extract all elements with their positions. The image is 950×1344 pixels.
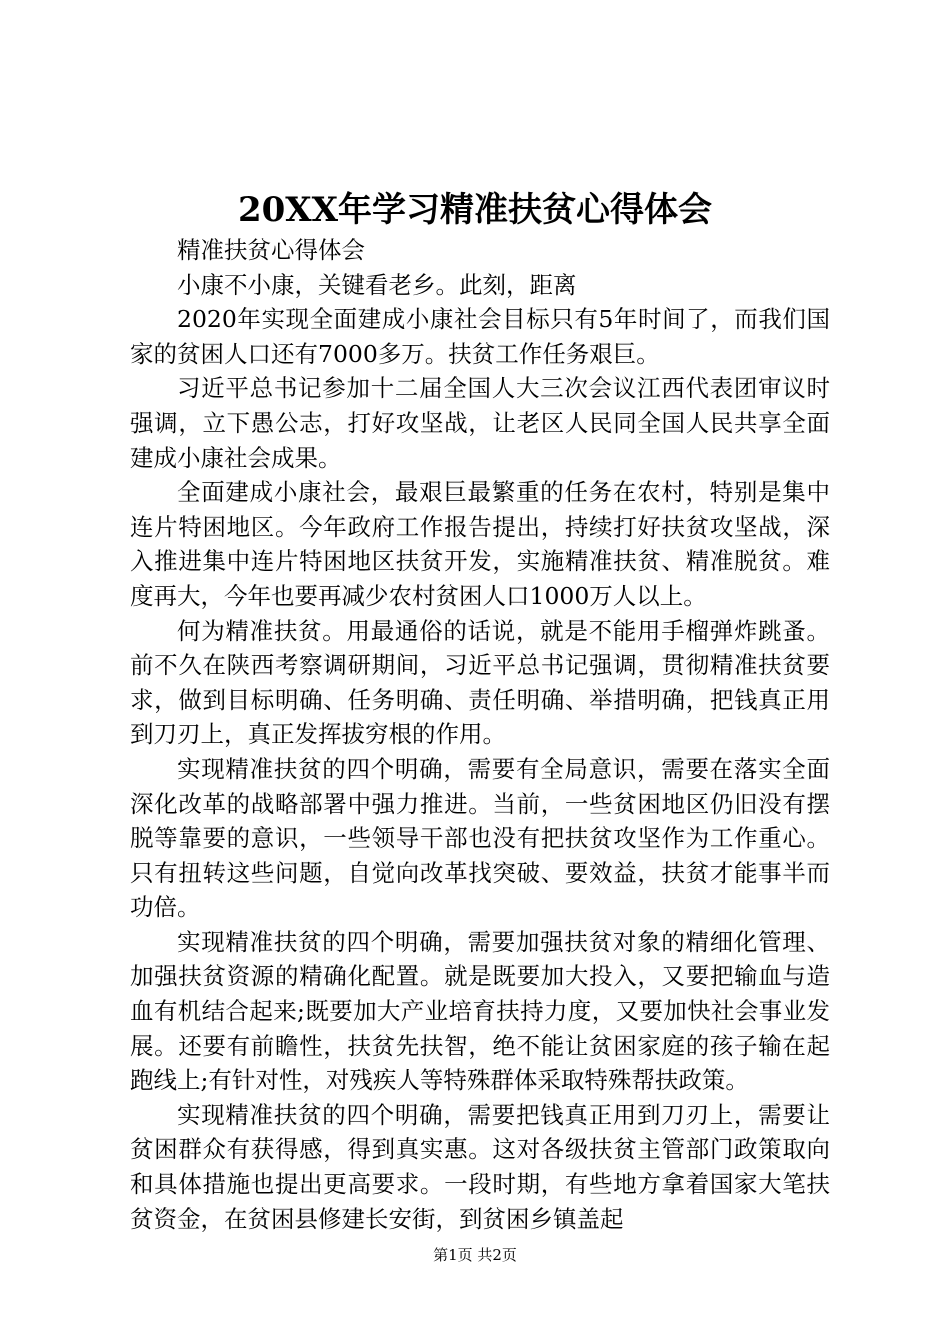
paragraph: 2020年实现全面建成小康社会目标只有5年时间了，而我们国家的贫困人口还有7000多万。扶贫工作任务艰巨。 — [130, 305, 830, 368]
document-body — [130, 233, 830, 1236]
paragraph: 实现精准扶贫的四个明确，需要加强扶贫对象的精细化管理、加强扶贫资源的精确化配置。就是既要加大投入，又要把输血与造血有机结合起来;既要加大产业培育扶持力度，又要加快社会事业发展。还要有前瞻性，扶贫先扶智，绝不能让贫困家庭的孩子输在起跑线上;有针对性，对残疾人等特殊群体采取特殊帮扶政策。 — [130, 927, 830, 1095]
paragraph: 习近平总书记参加十二届全国人大三次会议江西代表团审议时强调，立下愚公志，打好攻坚战，让老区人民同全国人民共享全面建成小康社会成果。 — [130, 374, 830, 472]
page-number-footer: 第1页 共2页 — [433, 1246, 517, 1264]
document-title: 20XX年学习精准扶贫心得体会 — [237, 190, 713, 230]
paragraph: 小康不小康，关键看老乡。此刻，距离 — [177, 270, 577, 299]
paragraph: 何为精准扶贫。用最通俗的话说，就是不能用手榴弹炸跳蚤。前不久在陕西考察调研期间，习近平总书记强调，贯彻精准扶贫要求，做到目标明确、任务明确、责任明确、举措明确，把钱真正用到刀刃上，真正发挥拔穷根的作用。 — [130, 616, 830, 749]
paragraph: 精准扶贫心得体会 — [177, 236, 365, 264]
paragraph: 实现精准扶贫的四个明确，需要有全局意识，需要在落实全面深化改革的战略部署中强力推进。当前，一些贫困地区仍旧没有摆脱等靠要的意识，一些领导干部也没有把扶贫攻坚作为工作重心。只有扭转这些问题，自觉向改革找突破、要效益，扶贫才能事半而功倍。 — [130, 754, 830, 922]
paragraph: 全面建成小康社会，最艰巨最繁重的任务在农村，特别是集中连片特困地区。今年政府工作报告提出，持续打好扶贫攻坚战，深入推进集中连片特困地区扶贫开发，实施精准扶贫、精准脱贫。难度再大，今年也要再减少农村贫困人口1000万人以上。 — [130, 478, 830, 610]
paragraph: 实现精准扶贫的四个明确，需要把钱真正用到刀刃上，需要让贫困群众有获得感，得到真实惠。这对各级扶贫主管部门政策取向和具体措施也提出更高要求。一段时期，有些地方拿着国家大笔扶贫资金，在贫困县修建长安街，到贫困乡镇盖起 — [130, 1100, 830, 1233]
